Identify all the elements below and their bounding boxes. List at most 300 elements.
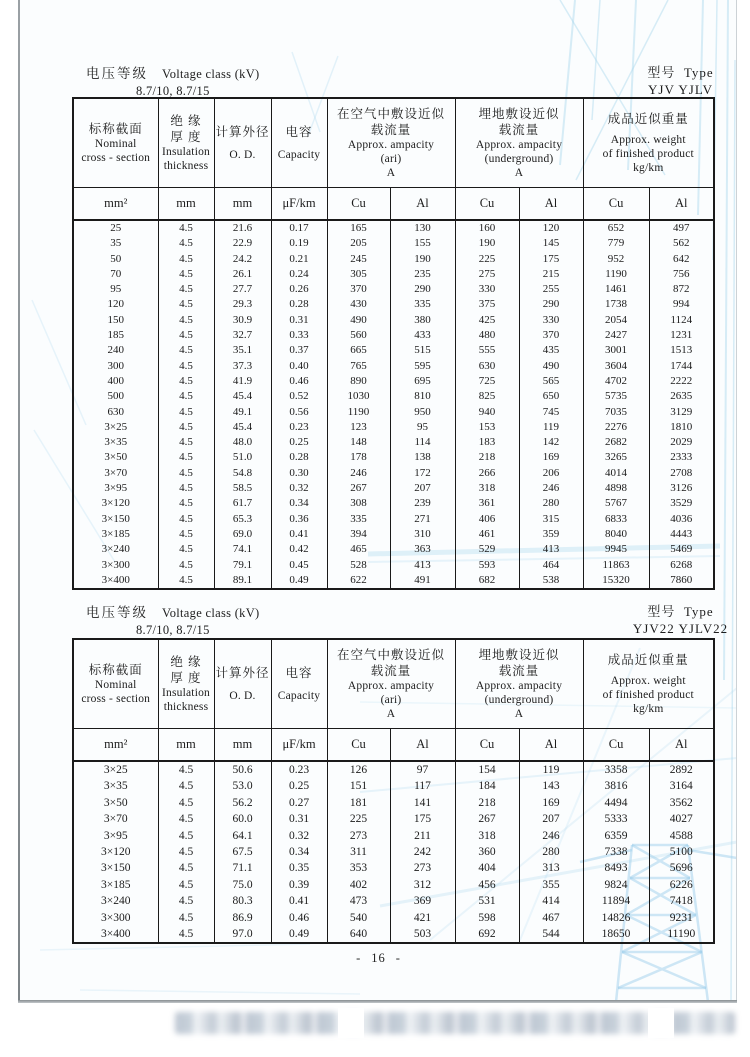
table-cell: 60.0 [214, 811, 271, 827]
table-cell: 363 [390, 542, 455, 557]
table-cell: 4.5 [158, 512, 214, 527]
table-cell: 181 [327, 795, 390, 811]
table-cell: 215 [519, 267, 583, 282]
table-cell: 3×120 [73, 496, 158, 511]
type-label-cn: 型号 [647, 604, 676, 619]
table-cell: 0.37 [271, 343, 327, 358]
table-cell: 95 [73, 282, 158, 297]
table-cell: 4.5 [158, 828, 214, 844]
table-cell: 3×25 [73, 420, 158, 435]
table-cell: 500 [73, 389, 158, 404]
table-row [73, 558, 714, 573]
table-cell: 413 [519, 542, 583, 557]
table-cell: 940 [455, 405, 519, 420]
group-ampacity-air: 在空气中敷设近似 载流量 Approx. ampacity (ari) A [327, 98, 455, 188]
subcol-cu: Cu [327, 188, 390, 221]
table-row [73, 236, 714, 251]
table-cell: 3×150 [73, 512, 158, 527]
table-cell: 0.45 [271, 558, 327, 573]
table-cell: 3×300 [73, 910, 158, 926]
table-cell: 0.49 [271, 573, 327, 589]
table-cell: 32.7 [214, 328, 271, 343]
table-row [73, 573, 714, 589]
table-row [73, 926, 714, 943]
table-cell: 114 [390, 435, 455, 450]
subcol-al: Al [390, 188, 455, 221]
table-cell: 14826 [583, 910, 649, 926]
table-cell: 6268 [649, 558, 714, 573]
header-row-titles [73, 98, 714, 188]
table-cell: 1513 [649, 343, 714, 358]
voltage-class-values: 8.7/10, 8.7/15 [136, 84, 210, 98]
group-ampacity-air: 在空气中敷设近似 载流量 Approx. ampacity (ari) A [327, 639, 455, 729]
table-cell: 4.5 [158, 450, 214, 465]
table-cell: 143 [519, 778, 583, 794]
table-row [73, 389, 714, 404]
table-cell: 0.35 [271, 860, 327, 876]
table-cell: 5696 [649, 860, 714, 876]
table-cell: 353 [327, 860, 390, 876]
table-cell: 1124 [649, 313, 714, 328]
table-row [73, 313, 714, 328]
table-cell: 71.1 [214, 860, 271, 876]
table-cell: 41.9 [214, 374, 271, 389]
table-cell: 9824 [583, 877, 649, 893]
table-cell: 3529 [649, 496, 714, 511]
table-cell: 872 [649, 282, 714, 297]
table-row [73, 481, 714, 496]
table-cell: 490 [327, 313, 390, 328]
table-row [73, 496, 714, 511]
table-cell: 172 [390, 466, 455, 481]
table-cell: 48.0 [214, 435, 271, 450]
table-cell: 74.1 [214, 542, 271, 557]
table-cell: 2333 [649, 450, 714, 465]
table-cell: 3×70 [73, 811, 158, 827]
voltage-class-label-en: Voltage class (kV) [162, 606, 260, 620]
table-cell: 4.5 [158, 481, 214, 496]
table-cell: 242 [390, 844, 455, 860]
table-cell: 3×35 [73, 435, 158, 450]
table-cell: 35 [73, 236, 158, 251]
header-row-units [73, 729, 714, 762]
table-cell: 0.17 [271, 220, 327, 236]
voltage-class-block [86, 62, 260, 99]
table-cell: 211 [390, 828, 455, 844]
table-cell: 0.23 [271, 761, 327, 778]
table-cell: 45.4 [214, 389, 271, 404]
table-cell: 330 [519, 313, 583, 328]
table-cell: 425 [455, 313, 519, 328]
col-od: 计算外径 O. D. [214, 98, 271, 188]
table-cell: 598 [455, 910, 519, 926]
table-row [73, 893, 714, 909]
table-row [73, 466, 714, 481]
table-cell: 825 [455, 389, 519, 404]
table-cell: 8493 [583, 860, 649, 876]
table-cell: 4.5 [158, 359, 214, 374]
table-row [73, 220, 714, 236]
table-row [73, 405, 714, 420]
table-cell: 8040 [583, 527, 649, 542]
table-cell: 123 [327, 420, 390, 435]
table-cell: 0.26 [271, 282, 327, 297]
table-cell: 4.5 [158, 860, 214, 876]
table-cell: 4.5 [158, 405, 214, 420]
table-cell: 695 [390, 374, 455, 389]
table-cell: 266 [455, 466, 519, 481]
table-cell: 275 [455, 267, 519, 282]
table-cell: 37.3 [214, 359, 271, 374]
table-cell: 4494 [583, 795, 649, 811]
table-cell: 491 [390, 573, 455, 589]
table-cell: 1461 [583, 282, 649, 297]
table-cell: 3265 [583, 450, 649, 465]
table-row [73, 374, 714, 389]
table-cell: 565 [519, 374, 583, 389]
table-cell: 65.3 [214, 512, 271, 527]
subcol-cu: Cu [327, 729, 390, 762]
table-cell: 4.5 [158, 558, 214, 573]
table-cell: 0.30 [271, 466, 327, 481]
table-cell: 271 [390, 512, 455, 527]
table-row [73, 828, 714, 844]
table-cell: 630 [73, 405, 158, 420]
table-cell: 315 [519, 512, 583, 527]
table-cell: 67.5 [214, 844, 271, 860]
table-cell: 273 [327, 828, 390, 844]
table-cell: 245 [327, 252, 390, 267]
table-cell: 206 [519, 466, 583, 481]
unit-mm: mm [214, 188, 271, 221]
table-cell: 3562 [649, 795, 714, 811]
table-cell: 5100 [649, 844, 714, 860]
col-nominal-section: 标称截面 Nominal cross - section [73, 98, 158, 188]
table-cell: 4.5 [158, 910, 214, 926]
table-cell: 205 [327, 236, 390, 251]
table-cell: 414 [519, 893, 583, 909]
table-row [73, 844, 714, 860]
table-cell: 4.5 [158, 374, 214, 389]
unit-mm2: mm² [73, 188, 158, 221]
table-row [73, 795, 714, 811]
table-cell: 555 [455, 343, 519, 358]
table-cell: 2682 [583, 435, 649, 450]
table-cell: 4.5 [158, 252, 214, 267]
table-cell: 430 [327, 297, 390, 312]
table-cell: 692 [455, 926, 519, 943]
table-cell: 89.1 [214, 573, 271, 589]
col-capacity: 电容 Capacity [271, 98, 327, 188]
table-cell: 560 [327, 328, 390, 343]
table-cell: 0.23 [271, 420, 327, 435]
table-cell: 3×25 [73, 761, 158, 778]
table-cell: 184 [455, 778, 519, 794]
table-cell: 58.5 [214, 481, 271, 496]
table-cell: 400 [73, 374, 158, 389]
table-cell: 3×240 [73, 542, 158, 557]
table-cell: 456 [455, 877, 519, 893]
table-cell: 461 [455, 527, 519, 542]
unit-mm: mm [158, 729, 214, 762]
next-page-bleed-gap [338, 1008, 364, 1038]
table-cell: 0.31 [271, 811, 327, 827]
table-cell: 0.42 [271, 542, 327, 557]
table-cell: 3×120 [73, 844, 158, 860]
table-cell: 0.19 [271, 236, 327, 251]
scan-edge-bottom [18, 1000, 737, 1003]
table-cell: 4898 [583, 481, 649, 496]
table-cell: 435 [519, 343, 583, 358]
type-values: YJV22 YJLV22 [632, 621, 729, 636]
table-cell: 480 [455, 328, 519, 343]
table-cell: 79.1 [214, 558, 271, 573]
table-cell: 490 [519, 359, 583, 374]
table-cell: 0.34 [271, 496, 327, 511]
table-cell: 239 [390, 496, 455, 511]
table-row [73, 450, 714, 465]
table-cell: 95 [390, 420, 455, 435]
table-cell: 3×240 [73, 893, 158, 909]
table-cell: 1030 [327, 389, 390, 404]
table-cell: 0.49 [271, 926, 327, 943]
table-cell: 473 [327, 893, 390, 909]
table-cell: 650 [519, 389, 583, 404]
table-cell: 235 [390, 267, 455, 282]
table-cell: 1744 [649, 359, 714, 374]
table-cell: 207 [390, 481, 455, 496]
col-insulation-thickness: 绝 缘 厚 度 Insulation thickness [158, 639, 214, 729]
table-row [73, 267, 714, 282]
type-block [628, 601, 733, 637]
table-cell: 413 [390, 558, 455, 573]
table-cell: 642 [649, 252, 714, 267]
table-cell: 119 [519, 420, 583, 435]
table-cell: 246 [519, 828, 583, 844]
subcol-al: Al [390, 729, 455, 762]
cable-spec-table-yjv22 [72, 638, 715, 944]
document-page [20, 0, 737, 1002]
unit-mm: mm [214, 729, 271, 762]
table-cell: 25 [73, 220, 158, 236]
table-row [73, 761, 714, 778]
table-cell: 531 [455, 893, 519, 909]
table-cell: 35.1 [214, 343, 271, 358]
header-row-units [73, 188, 714, 221]
table-cell: 80.3 [214, 893, 271, 909]
table-cell: 4.5 [158, 573, 214, 589]
table-cell: 361 [455, 496, 519, 511]
table-row [73, 860, 714, 876]
table-row [73, 877, 714, 893]
col-nominal-section: 标称截面 Nominal cross - section [73, 639, 158, 729]
type-label-en: Type [683, 65, 714, 80]
table-cell: 528 [327, 558, 390, 573]
table-cell: 7860 [649, 573, 714, 589]
table-cell: 0.40 [271, 359, 327, 374]
table-cell: 290 [519, 297, 583, 312]
table-cell: 178 [327, 450, 390, 465]
table-cell: 0.52 [271, 389, 327, 404]
table-cell: 5333 [583, 811, 649, 827]
table-cell: 595 [390, 359, 455, 374]
table-cell: 86.9 [214, 910, 271, 926]
table-cell: 421 [390, 910, 455, 926]
table-cell: 464 [519, 558, 583, 573]
table-cell: 0.28 [271, 450, 327, 465]
table-cell: 4.5 [158, 926, 214, 943]
table-cell: 313 [519, 860, 583, 876]
table-cell: 5735 [583, 389, 649, 404]
table-cell: 3×185 [73, 527, 158, 542]
unit-mm: mm [158, 188, 214, 221]
table-cell: 267 [327, 481, 390, 496]
table-cell: 148 [327, 435, 390, 450]
table-cell: 175 [519, 252, 583, 267]
table-cell: 2427 [583, 328, 649, 343]
table-cell: 2029 [649, 435, 714, 450]
table-cell: 11863 [583, 558, 649, 573]
table-cell: 45.4 [214, 420, 271, 435]
table-cell: 4.5 [158, 811, 214, 827]
table-cell: 21.6 [214, 220, 271, 236]
table-cell: 1738 [583, 297, 649, 312]
table-cell: 50 [73, 252, 158, 267]
table-cell: 3×150 [73, 860, 158, 876]
table-cell: 4.5 [158, 236, 214, 251]
unit-uf-km: μF/km [271, 188, 327, 221]
table-cell: 765 [327, 359, 390, 374]
type-block [628, 62, 733, 98]
table-cell: 218 [455, 450, 519, 465]
table-cell: 380 [390, 313, 455, 328]
table-cell: 3×70 [73, 466, 158, 481]
table-cell: 538 [519, 573, 583, 589]
table-cell: 75.0 [214, 877, 271, 893]
table-cell: 246 [327, 466, 390, 481]
table-cell: 3164 [649, 778, 714, 794]
table-cell: 2054 [583, 313, 649, 328]
table-cell: 4.5 [158, 420, 214, 435]
table-cell: 26.1 [214, 267, 271, 282]
table-cell: 290 [390, 282, 455, 297]
table-cell: 150 [73, 313, 158, 328]
table-cell: 225 [455, 252, 519, 267]
table-cell: 2276 [583, 420, 649, 435]
table-cell: 3816 [583, 778, 649, 794]
table-cell: 1190 [583, 267, 649, 282]
table-cell: 3×400 [73, 926, 158, 943]
group-finished-weight: 成品近似重量 Approx. weight of finished product kg/km [583, 639, 714, 729]
table-cell: 3126 [649, 481, 714, 496]
table-cell: 4.5 [158, 844, 214, 860]
table-row [73, 420, 714, 435]
table-cell: 310 [390, 527, 455, 542]
table-cell: 0.25 [271, 778, 327, 794]
col-insulation-thickness: 绝 缘 厚 度 Insulation thickness [158, 98, 214, 188]
table-cell: 0.32 [271, 828, 327, 844]
table-cell: 11894 [583, 893, 649, 909]
table-cell: 4.5 [158, 527, 214, 542]
table-cell: 0.41 [271, 527, 327, 542]
table-cell: 4588 [649, 828, 714, 844]
subcol-cu: Cu [583, 729, 649, 762]
type-label-cn: 型号 [647, 65, 676, 80]
table-cell: 4702 [583, 374, 649, 389]
table-cell: 359 [519, 527, 583, 542]
table-row [73, 252, 714, 267]
table-cell: 54.8 [214, 466, 271, 481]
table-cell: 1190 [327, 405, 390, 420]
table-cell: 369 [390, 893, 455, 909]
table-cell: 370 [519, 328, 583, 343]
table-cell: 4.5 [158, 778, 214, 794]
table-cell: 370 [327, 282, 390, 297]
col-od: 计算外径 O. D. [214, 639, 271, 729]
subcol-cu: Cu [455, 188, 519, 221]
table-cell: 49.1 [214, 405, 271, 420]
table-cell: 4.5 [158, 389, 214, 404]
table-cell: 4.5 [158, 297, 214, 312]
table-cell: 155 [390, 236, 455, 251]
table-row [73, 910, 714, 926]
table-cell: 6226 [649, 877, 714, 893]
table-row [73, 527, 714, 542]
table-cell: 952 [583, 252, 649, 267]
type-label-en: Type [683, 604, 714, 619]
table-cell: 273 [390, 860, 455, 876]
table-cell: 3001 [583, 343, 649, 358]
table-cell: 142 [519, 435, 583, 450]
table-cell: 169 [519, 795, 583, 811]
unit-mm2: mm² [73, 729, 158, 762]
table-cell: 0.41 [271, 893, 327, 909]
scan-edge-right [736, 0, 737, 1002]
table-cell: 225 [327, 811, 390, 827]
table-cell: 1810 [649, 420, 714, 435]
table-cell: 11190 [649, 926, 714, 943]
table-cell: 3604 [583, 359, 649, 374]
table-cell: 0.27 [271, 795, 327, 811]
table-cell: 0.46 [271, 374, 327, 389]
table-cell: 50.6 [214, 761, 271, 778]
table-cell: 70 [73, 267, 158, 282]
table-cell: 4.5 [158, 435, 214, 450]
table-cell: 4.5 [158, 496, 214, 511]
table-cell: 4.5 [158, 220, 214, 236]
table-cell: 404 [455, 860, 519, 876]
table-cell: 185 [73, 328, 158, 343]
table-cell: 0.21 [271, 252, 327, 267]
table-cell: 69.0 [214, 527, 271, 542]
table-cell: 593 [455, 558, 519, 573]
table-cell: 53.0 [214, 778, 271, 794]
table-cell: 9945 [583, 542, 649, 557]
table-row [73, 282, 714, 297]
table-cell: 117 [390, 778, 455, 794]
table-cell: 175 [390, 811, 455, 827]
table-cell: 207 [519, 811, 583, 827]
table-row [73, 343, 714, 358]
table-cell: 375 [455, 297, 519, 312]
voltage-class-block [86, 601, 260, 638]
table-row [73, 297, 714, 312]
voltage-class-label-en: Voltage class (kV) [162, 67, 260, 81]
table-cell: 4.5 [158, 282, 214, 297]
table-row [73, 811, 714, 827]
table-cell: 562 [649, 236, 714, 251]
table-cell: 151 [327, 778, 390, 794]
